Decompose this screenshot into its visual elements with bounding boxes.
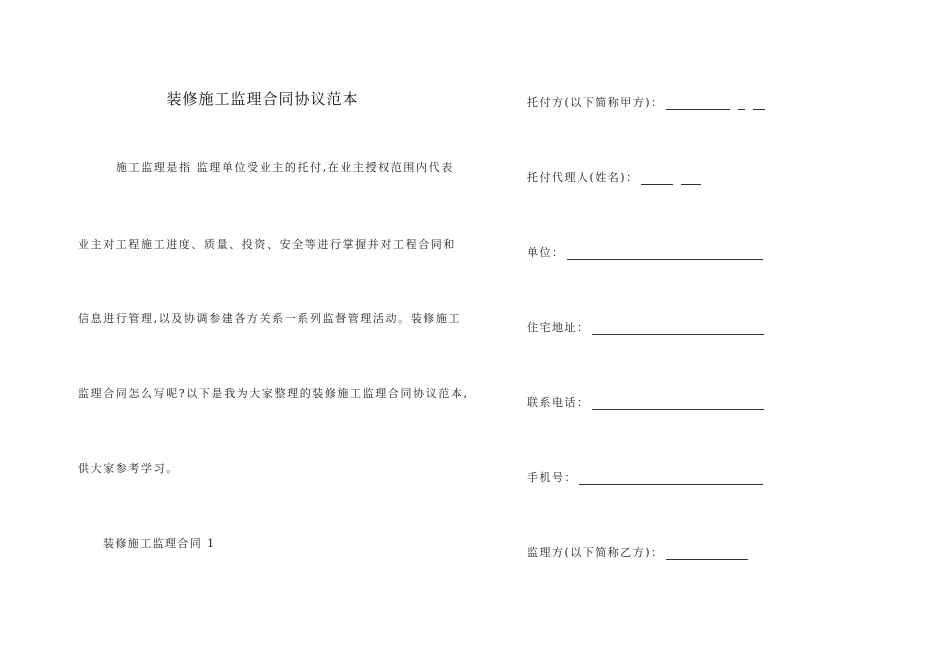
- unit-label: 单位：: [527, 246, 565, 259]
- mobile-label: 手机号：: [527, 471, 577, 484]
- client-blank-line-3: [753, 98, 765, 110]
- document-title: 装修施工监理合同协议范本: [166, 90, 359, 108]
- agent-blank-line: [641, 173, 673, 185]
- client-field: [527, 94, 765, 110]
- supervisor-label: 监理方(以下简称乙方)：: [527, 546, 664, 559]
- supervisor-field: [527, 544, 748, 560]
- supervisor-blank-line: [666, 548, 748, 560]
- client-label: 托付方(以下简称甲方)：: [527, 96, 664, 109]
- mobile-blank-line: [579, 473, 763, 485]
- address-field: [527, 319, 764, 335]
- agent-field: [527, 169, 701, 185]
- unit-field: [527, 244, 763, 260]
- paragraph-line-4: 监理合同怎么写呢?以下是我为大家整理的装修施工监理合同协议范本,: [78, 387, 469, 400]
- phone-field: [527, 394, 764, 410]
- phone-label: 联系电话：: [527, 396, 590, 409]
- section-heading: 装修施工监理合同 1: [103, 537, 216, 550]
- client-blank-line: [666, 98, 730, 110]
- address-blank-line: [592, 323, 764, 335]
- agent-blank-line-2: [681, 173, 701, 185]
- client-blank-line-2: [738, 98, 745, 110]
- paragraph-line-5: 供大家参考学习。: [78, 462, 179, 475]
- phone-blank-line: [592, 398, 764, 410]
- mobile-field: [527, 469, 763, 485]
- paragraph-line-1: 施工监理是指 监理单位受业主的托付,在业主授权范围内代表: [116, 161, 454, 174]
- address-label: 住宅地址：: [527, 321, 590, 334]
- unit-blank-line: [567, 248, 763, 260]
- paragraph-line-2: 业主对工程施工进度、质量、投资、安全等进行掌握并对工程合同和: [78, 238, 456, 251]
- agent-label: 托付代理人(姓名)：: [527, 171, 639, 184]
- paragraph-line-3: 信息进行管理,以及协调参建各方关系一系列监督管理活动。装修施工: [78, 312, 462, 325]
